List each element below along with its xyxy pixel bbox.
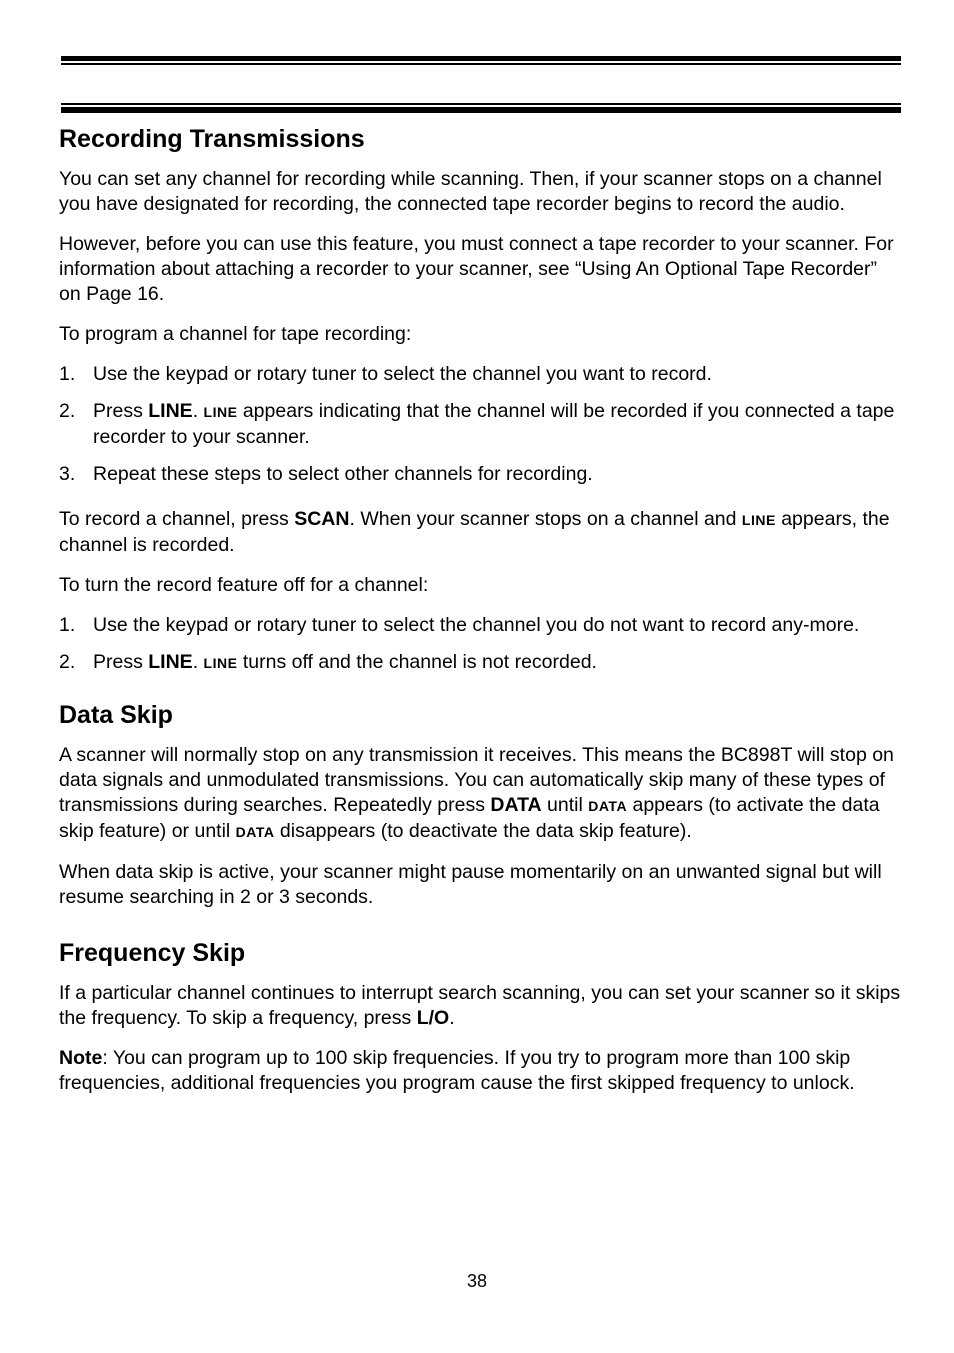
step-text-post: appears indicating that the channel will be recorded if you connected a tape recorder to your scanner. — [93, 400, 895, 448]
key-line: LINE — [148, 651, 193, 673]
text-run: appears (to activate the data skip feature) or until — [59, 794, 880, 842]
text-run: To record a channel, press — [59, 508, 295, 530]
text-run: appears, the channel is recorded. — [59, 508, 890, 556]
header-rule-thin — [61, 63, 901, 65]
step-number: 1. — [59, 614, 76, 636]
header-rule-thick — [61, 56, 901, 61]
key-scan: SCAN — [294, 508, 350, 530]
step-text-post: turns off and the channel is not recorded. — [237, 651, 597, 673]
step-text: Use the keypad or rotary tuner to select the channel you want to record. — [93, 363, 712, 385]
step-number: 2. — [59, 400, 76, 422]
step-text: Repeat these steps to select other channels for recording. — [93, 463, 593, 485]
section-rule-thin — [61, 103, 901, 105]
recording-intro: You can set any channel for recording while scanning. Then, if your scanner stops on a channel you have designated for recording, the connected tape recorder begins to record the audio. — [59, 168, 882, 215]
recording-requirement: However, before you can use this feature, you must connect a tape recorder to your scanner. For information about attaching a recorder to your scanner, see “Using An Optional Tape Recorder” on Page 16. — [59, 233, 894, 305]
step-text-pre: Press — [93, 651, 149, 673]
text-run: A scanner will normally stop on any transmission it receives. This means the BC898T will stop on data signals and unmodulated transmissions. You can automatically skip many of these types of transmissions during searches. Repeatedly press — [59, 744, 894, 816]
key-line: LINE — [148, 400, 193, 422]
text-run: If a particular channel continues to interrupt search scanning, you can set your scanner so it skips the frequency. To skip a frequency, press — [59, 982, 901, 1029]
text-run: until — [541, 794, 589, 816]
section-rule-thick — [61, 107, 901, 113]
list-item — [59, 613, 901, 638]
step-text: Use the keypad or rotary tuner to select the channel you do not want to record any-more. — [93, 614, 860, 636]
display-indicator-data: DATA — [588, 798, 628, 814]
text-run: . — [449, 1007, 455, 1029]
page-number: 38 — [466, 1271, 488, 1291]
note-text: : You can program up to 100 skip frequencies. If you try to program more than 100 skip frequencies, additional frequencies you program cause the first skipped frequency to unlock. — [59, 1047, 855, 1094]
page-content — [59, 122, 901, 1111]
step-text-pre: Press — [93, 400, 149, 422]
display-indicator-line: LINE — [203, 655, 238, 671]
heading-frequency-skip: Frequency Skip — [59, 939, 246, 967]
step-number: 1. — [59, 363, 76, 385]
key-lo: L/O — [416, 1007, 450, 1029]
display-indicator-line: LINE — [203, 404, 238, 420]
frequency-skip-note — [59, 1046, 901, 1096]
frequency-skip-paragraph — [59, 981, 901, 1031]
step-text-mid: . — [192, 400, 204, 422]
display-indicator-line: LINE — [741, 512, 776, 528]
recording-off-lead: To turn the record feature off for a channel: — [59, 574, 429, 596]
display-indicator-data: DATA — [235, 824, 275, 840]
list-item — [59, 399, 901, 450]
step-number: 3. — [59, 463, 76, 485]
text-run: . When your scanner stops on a channel and — [349, 508, 742, 530]
key-data: DATA — [490, 794, 542, 816]
step-text-mid: . — [192, 651, 204, 673]
list-item — [59, 462, 901, 487]
list-item — [59, 362, 901, 387]
recording-program-steps — [59, 362, 901, 487]
heading-data-skip: Data Skip — [59, 701, 173, 729]
list-item — [59, 650, 901, 676]
note-label: Note — [59, 1047, 103, 1069]
data-skip-paragraph — [59, 743, 901, 845]
recording-scan-paragraph — [59, 507, 901, 558]
data-skip-active-paragraph: When data skip is active, your scanner might pause momentarily on an unwanted signal but will resume searching in 2 or 3 seconds. — [59, 861, 882, 908]
text-run: disappears (to deactivate the data skip feature). — [274, 820, 692, 842]
recording-off-steps — [59, 613, 901, 676]
heading-recording-transmissions: Recording Transmissions — [59, 125, 365, 153]
recording-program-lead: To program a channel for tape recording: — [59, 323, 412, 345]
step-number: 2. — [59, 651, 76, 673]
